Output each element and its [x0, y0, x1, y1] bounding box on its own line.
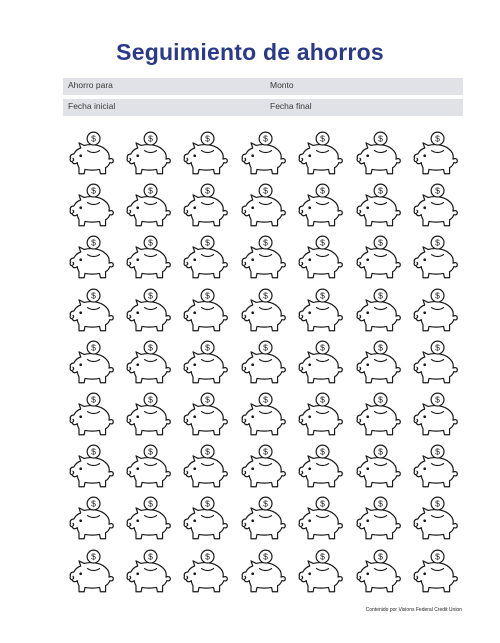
piggy-bank-icon-r9-c3 [177, 546, 234, 598]
start-date-label: Fecha inicial [68, 101, 116, 111]
svg-text:$: $ [435, 238, 440, 249]
piggy-bank-icon-r8-c6 [349, 493, 406, 545]
piggy-bank-icon-r4-c6 [349, 285, 406, 337]
piggy-bank-icon-r7-c7 [406, 441, 463, 493]
svg-text:$: $ [263, 394, 268, 405]
piggy-bank-icon-r7-c5 [292, 441, 349, 493]
amount-label: Monto [270, 80, 294, 90]
piggy-bank-icon-r8-c3 [177, 493, 234, 545]
piggy-bank-icon-r5-c5 [292, 337, 349, 389]
piggy-bank-icon-r1-c2 [119, 128, 176, 180]
piggy-bank-icon-r2-c2 [119, 180, 176, 232]
svg-text:$: $ [148, 133, 154, 144]
svg-text:$: $ [205, 238, 211, 249]
svg-text:$: $ [435, 499, 440, 510]
piggy-bank-icon-r2-c7 [406, 180, 463, 232]
svg-text:$: $ [320, 342, 326, 353]
piggy-bank-icon-r7-c3 [177, 441, 234, 493]
svg-text:$: $ [377, 185, 383, 196]
piggy-bank-icon-r3-c5 [292, 232, 349, 284]
piggy-bank-icon-r7-c6 [349, 441, 406, 493]
svg-text:$: $ [263, 185, 268, 196]
piggy-bank-icon-r7-c1 [62, 441, 119, 493]
piggy-bank-icon-r5-c1 [62, 337, 119, 389]
svg-text:$: $ [263, 133, 268, 144]
piggy-bank-icon-r9-c5 [292, 546, 349, 598]
piggy-bank-icon-r8-c2 [119, 493, 176, 545]
svg-text:$: $ [148, 499, 154, 510]
piggy-bank-icon-r4-c2 [119, 285, 176, 337]
svg-text:$: $ [263, 238, 268, 249]
piggy-bank-icon-r1-c1 [62, 128, 119, 180]
piggy-bank-icon-r2-c3 [177, 180, 234, 232]
piggy-bank-icon-r8-c4 [234, 493, 291, 545]
piggy-bank-icon-r1-c7 [406, 128, 463, 180]
page-title: Seguimiento de ahorros [116, 39, 384, 66]
piggy-bank-icon-r6-c6 [349, 389, 406, 441]
svg-text:$: $ [320, 394, 326, 405]
svg-text:$: $ [320, 133, 326, 144]
svg-text:$: $ [90, 133, 96, 144]
svg-text:$: $ [377, 499, 383, 510]
svg-text:$: $ [90, 551, 96, 562]
svg-text:$: $ [90, 499, 96, 510]
piggy-bank-icon-r6-c3 [177, 389, 234, 441]
piggy-bank-icon-r3-c7 [406, 232, 463, 284]
piggy-bank-grid [62, 128, 464, 598]
svg-text:$: $ [90, 290, 96, 301]
piggy-bank-icon-r9-c6 [349, 546, 406, 598]
svg-text:$: $ [90, 238, 96, 249]
piggy-bank-icon-r1-c6 [349, 128, 406, 180]
piggy-bank-icon-r5-c7 [406, 337, 463, 389]
svg-text:$: $ [205, 133, 211, 144]
saving-for-label: Ahorro para [68, 80, 113, 90]
svg-text:$: $ [435, 551, 440, 562]
svg-text:$: $ [148, 185, 154, 196]
piggy-bank-icon-r4-c7 [406, 285, 463, 337]
svg-text:$: $ [205, 551, 211, 562]
piggy-bank-icon-r5-c3 [177, 337, 234, 389]
svg-text:$: $ [90, 446, 96, 457]
svg-text:$: $ [90, 185, 96, 196]
piggy-bank-icon-r3-c6 [349, 232, 406, 284]
piggy-bank-icon-r6-c5 [292, 389, 349, 441]
piggy-bank-icon-r9-c7 [406, 546, 463, 598]
piggy-bank-icon-r4-c5 [292, 285, 349, 337]
svg-text:$: $ [320, 185, 326, 196]
svg-text:$: $ [435, 133, 440, 144]
piggy-bank-icon-r6-c1 [62, 389, 119, 441]
svg-text:$: $ [320, 290, 326, 301]
svg-text:$: $ [148, 551, 154, 562]
svg-text:$: $ [205, 499, 211, 510]
piggy-bank-icon-r5-c4 [234, 337, 291, 389]
svg-text:$: $ [263, 551, 268, 562]
svg-text:$: $ [205, 446, 211, 457]
svg-text:$: $ [148, 394, 154, 405]
piggy-bank-icon-r5-c6 [349, 337, 406, 389]
svg-text:$: $ [148, 290, 154, 301]
piggy-bank-icon-r2-c6 [349, 180, 406, 232]
svg-text:$: $ [377, 342, 383, 353]
svg-text:$: $ [148, 238, 154, 249]
piggy-bank-icon-r7-c4 [234, 441, 291, 493]
svg-text:$: $ [320, 238, 326, 249]
svg-text:$: $ [148, 342, 154, 353]
piggy-bank-icon-r3-c4 [234, 232, 291, 284]
piggy-bank-icon-r1-c4 [234, 128, 291, 180]
svg-text:$: $ [435, 290, 440, 301]
svg-text:$: $ [320, 551, 326, 562]
svg-text:$: $ [377, 290, 383, 301]
piggy-bank-icon-r3-c3 [177, 232, 234, 284]
piggy-bank-icon-r9-c2 [119, 546, 176, 598]
field-row-dates [63, 99, 463, 116]
footer-credit: Contenido por Visions Federal Credit Union [365, 607, 462, 613]
piggy-bank-icon-r6-c7 [406, 389, 463, 441]
svg-text:$: $ [263, 290, 268, 301]
piggy-bank-icon-r9-c4 [234, 546, 291, 598]
svg-text:$: $ [435, 185, 440, 196]
piggy-bank-icon-r8-c5 [292, 493, 349, 545]
piggy-bank-icon-r1-c5 [292, 128, 349, 180]
svg-text:$: $ [205, 290, 211, 301]
svg-text:$: $ [90, 342, 96, 353]
piggy-bank-icon-r2-c5 [292, 180, 349, 232]
piggy-bank-icon-r1-c3 [177, 128, 234, 180]
piggy-bank-icon-r2-c1 [62, 180, 119, 232]
piggy-bank-icon-r9-c1 [62, 546, 119, 598]
svg-text:$: $ [377, 551, 383, 562]
svg-text:$: $ [263, 446, 268, 457]
svg-text:$: $ [205, 342, 211, 353]
svg-text:$: $ [263, 499, 268, 510]
svg-text:$: $ [320, 446, 326, 457]
svg-text:$: $ [263, 342, 268, 353]
svg-text:$: $ [148, 446, 154, 457]
svg-text:$: $ [377, 446, 383, 457]
piggy-bank-icon-r6-c4 [234, 389, 291, 441]
svg-text:$: $ [377, 394, 383, 405]
piggy-bank-icon-r4-c3 [177, 285, 234, 337]
piggy-bank-icon-r6-c2 [119, 389, 176, 441]
svg-text:$: $ [435, 446, 440, 457]
piggy-bank-icon-r4-c4 [234, 285, 291, 337]
piggy-bank-icon-r5-c2 [119, 337, 176, 389]
field-row-saving-for [63, 78, 463, 95]
svg-text:$: $ [435, 342, 440, 353]
piggy-bank-icon-r8-c1 [62, 493, 119, 545]
piggy-bank-icon-r8-c7 [406, 493, 463, 545]
piggy-bank-icon-r3-c2 [119, 232, 176, 284]
svg-text:$: $ [205, 394, 211, 405]
end-date-label: Fecha final [270, 101, 312, 111]
svg-text:$: $ [377, 238, 383, 249]
svg-text:$: $ [90, 394, 96, 405]
svg-text:$: $ [435, 394, 440, 405]
piggy-bank-icon-r2-c4 [234, 180, 291, 232]
piggy-bank-icon-r4-c1 [62, 285, 119, 337]
piggy-bank-icon-r3-c1 [62, 232, 119, 284]
svg-text:$: $ [377, 133, 383, 144]
svg-text:$: $ [320, 499, 326, 510]
piggy-bank-icon-r7-c2 [119, 441, 176, 493]
svg-text:$: $ [205, 185, 211, 196]
